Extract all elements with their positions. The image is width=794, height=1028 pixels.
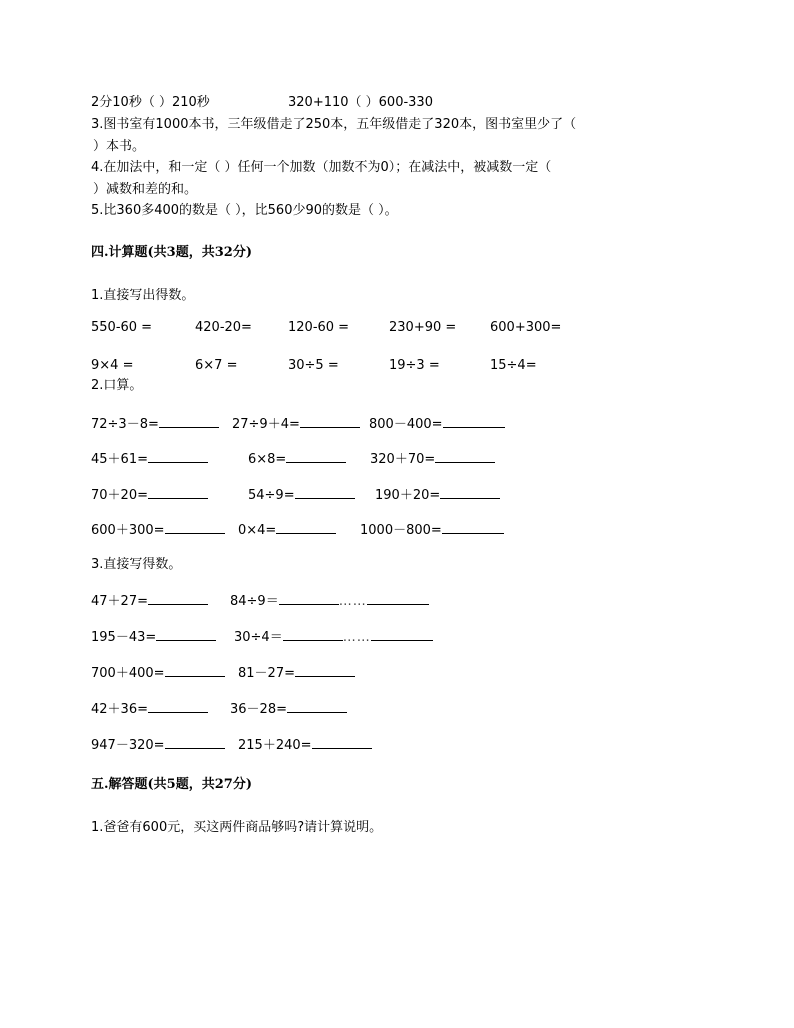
oral-expr: 800－400=	[369, 417, 443, 432]
answer-blank[interactable]	[287, 700, 347, 713]
oral-item	[91, 415, 219, 433]
direct-item	[91, 628, 216, 646]
direct-expr: 947－320=	[91, 738, 165, 753]
s4-q3-label: 3.直接写得数。	[91, 557, 182, 572]
direct-expr: 30÷4＝	[234, 630, 283, 645]
calc-item: 550-60 =	[91, 320, 153, 335]
direct-item	[230, 700, 347, 718]
answer-blank[interactable]	[165, 736, 225, 749]
answer-blank[interactable]	[443, 415, 505, 428]
direct-item	[230, 592, 429, 610]
answer-blank[interactable]	[300, 415, 360, 428]
answer-blank[interactable]	[276, 521, 336, 534]
oral-expr: 70＋20=	[91, 488, 148, 503]
direct-expr: 36－28=	[230, 702, 287, 717]
answer-blank[interactable]	[442, 521, 504, 534]
answer-blank[interactable]	[295, 664, 355, 677]
answer-blank[interactable]	[156, 628, 216, 641]
calc-item: 6×7 =	[195, 358, 238, 373]
calc-item: 230+90 =	[389, 320, 457, 335]
oral-item	[369, 415, 505, 433]
direct-item	[238, 736, 372, 754]
q4-line1: 4.在加法中，和一定（ ）任何一个加数（加数不为0）；在减法中，被减数一定（	[91, 160, 552, 175]
remainder-blank[interactable]	[367, 592, 429, 605]
section5-title: 五.解答题(共5题，共27分)	[91, 777, 252, 792]
direct-expr: 215＋240=	[238, 738, 312, 753]
oral-expr: 1000－800=	[360, 523, 442, 538]
oral-item	[248, 450, 346, 468]
direct-expr: 47＋27=	[91, 594, 148, 609]
calc-item: 120-60 =	[288, 320, 350, 335]
section4-title: 四.计算题(共3题，共32分)	[91, 245, 252, 260]
oral-expr: 54÷9=	[248, 488, 295, 503]
oral-item	[91, 486, 208, 504]
oral-item	[232, 415, 360, 433]
answer-blank[interactable]	[148, 450, 208, 463]
direct-expr: 195－43=	[91, 630, 157, 645]
direct-item	[91, 700, 208, 718]
remainder-blank[interactable]	[371, 628, 433, 641]
calc-item: 600+300=	[490, 320, 562, 335]
answer-blank[interactable]	[148, 592, 208, 605]
answer-blank[interactable]	[435, 450, 495, 463]
direct-expr: 81－27=	[238, 666, 295, 681]
oral-expr: 45＋61=	[91, 452, 148, 467]
answer-blank[interactable]	[440, 486, 500, 499]
answer-blank[interactable]	[283, 628, 343, 641]
calc-item: 19÷3 =	[389, 358, 440, 373]
direct-expr: 42＋36=	[91, 702, 148, 717]
answer-blank[interactable]	[159, 415, 219, 428]
dots-separator: ……	[338, 594, 367, 609]
q3-line1: 3.图书室有1000本书，三年级借走了250本，五年级借走了320本，图书室里少了（	[91, 117, 577, 132]
oral-item	[375, 486, 500, 504]
answer-blank[interactable]	[148, 700, 208, 713]
oral-expr: 600＋300=	[91, 523, 165, 538]
answer-blank[interactable]	[165, 521, 225, 534]
s4-q2-label: 2.口算。	[91, 378, 143, 393]
direct-item	[91, 592, 208, 610]
q3-line2: ）本书。	[93, 139, 146, 154]
direct-expr: 700＋400=	[91, 666, 165, 681]
oral-expr: 0×4=	[238, 523, 277, 538]
calc-item: 30÷5 =	[288, 358, 339, 373]
direct-item	[238, 664, 355, 682]
direct-item	[91, 664, 225, 682]
q2-compare-b: 320+110（ ）600-330	[288, 95, 433, 110]
direct-item	[91, 736, 225, 754]
q4-line2: ）减数和差的和。	[93, 182, 198, 197]
answer-blank[interactable]	[148, 486, 208, 499]
oral-item	[248, 486, 355, 504]
oral-item	[370, 450, 495, 468]
oral-item	[91, 521, 225, 539]
oral-item	[238, 521, 336, 539]
direct-expr: 84÷9＝	[230, 594, 279, 609]
direct-item	[234, 628, 433, 646]
oral-expr: 190＋20=	[375, 488, 441, 503]
calc-item: 420-20=	[195, 320, 252, 335]
s4-q1-label: 1.直接写出得数。	[91, 288, 195, 303]
s5-q1: 1.爸爸有600元，买这两件商品够吗?请计算说明。	[91, 820, 383, 835]
answer-blank[interactable]	[279, 592, 339, 605]
oral-item	[360, 521, 504, 539]
answer-blank[interactable]	[165, 664, 225, 677]
answer-blank[interactable]	[286, 450, 346, 463]
calc-item: 15÷4=	[490, 358, 537, 373]
answer-blank[interactable]	[295, 486, 355, 499]
q5: 5.比360多400的数是（ ），比560少90的数是（ ）。	[91, 203, 398, 218]
dots-separator: ……	[342, 630, 371, 645]
q2-compare-a: 2分10秒（ ）210秒	[91, 95, 210, 110]
oral-expr: 6×8=	[248, 452, 287, 467]
oral-expr: 72÷3－8=	[91, 417, 159, 432]
oral-expr: 27÷9＋4=	[232, 417, 300, 432]
calc-item: 9×4 =	[91, 358, 134, 373]
oral-expr: 320＋70=	[370, 452, 436, 467]
answer-blank[interactable]	[312, 736, 372, 749]
oral-item	[91, 450, 208, 468]
